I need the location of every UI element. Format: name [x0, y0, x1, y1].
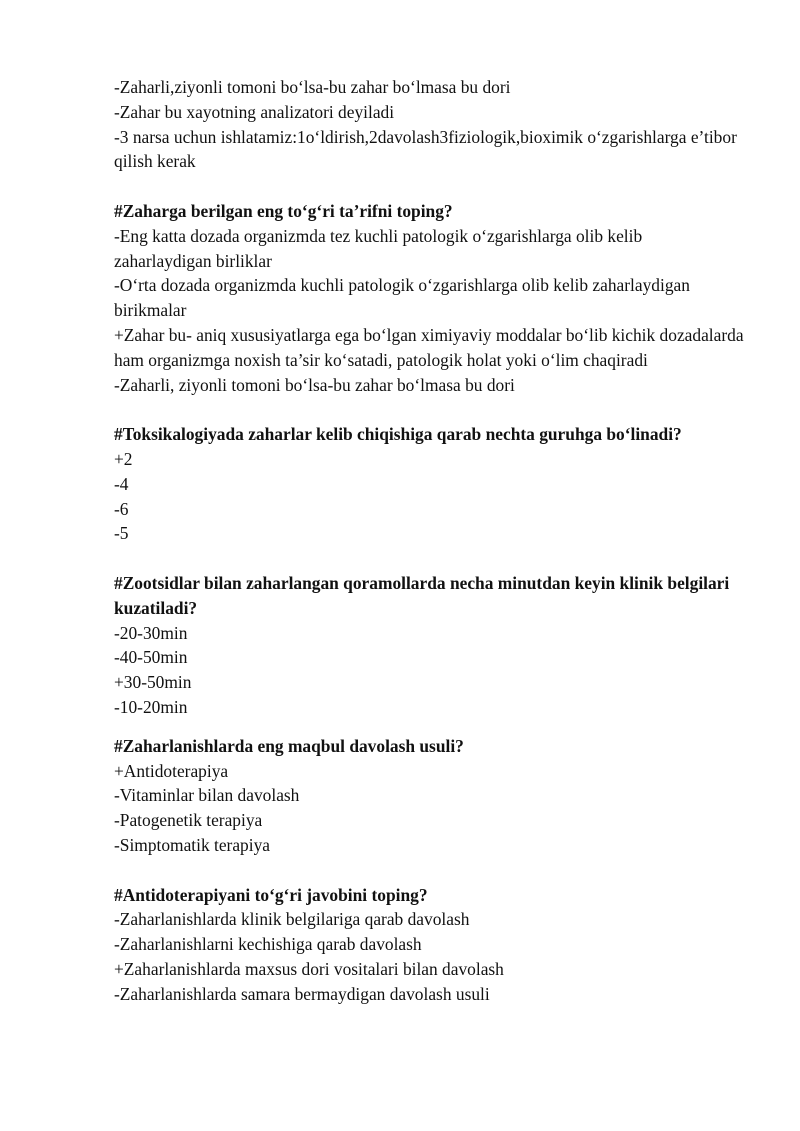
answer-option: -Simptomatik terapiya: [114, 834, 270, 855]
question-text: #Zaharlanishlarda eng maqbul davolash usuli?: [114, 735, 464, 756]
question-block-1: [114, 199, 744, 397]
answer-option: -Zaharlanishlarni kechishiga qarab davolash: [114, 934, 422, 955]
answer-option: +2: [114, 448, 133, 469]
answer-option: -Zaharli, ziyonli tomoni bo‘lsa-bu zahar bo‘lmasa bu dori: [114, 374, 515, 395]
question-text: #Antidoterapiyani to‘g‘ri javobini toping?: [114, 884, 428, 905]
intro-line: -Zahar bu xayotning analizatori deyiladi: [114, 101, 395, 122]
answer-option: -6: [114, 498, 129, 519]
answer-option: -4: [114, 473, 129, 494]
answer-option: -5: [114, 523, 129, 544]
answer-option: +Antidoterapiya: [114, 760, 229, 781]
answer-option: -Vitaminlar bilan davolash: [114, 785, 300, 806]
question-block-5: [114, 883, 744, 1007]
question-text: #Zaharga berilgan eng to‘g‘ri ta’rifni toping?: [114, 200, 453, 221]
question-block-2: [114, 422, 744, 546]
answer-option: -O‘rta dozada organizmda kuchli patologik o‘zgarishlarga olib kelib zaharlaydigan birikmalar: [114, 275, 690, 321]
document-page: [114, 75, 744, 1006]
intro-line: -3 narsa uchun ishlatamiz:1o‘ldirish,2davolash3fiziologik,bioximik o‘zgarishlarga e’tibor qilish kerak: [114, 126, 737, 172]
answer-option: -40-50min: [114, 647, 188, 668]
question-block-4: [114, 734, 744, 858]
answer-option: +Zaharlanishlarda maxsus dori vositalari bilan davolash: [114, 958, 504, 979]
answer-option: -Patogenetik terapiya: [114, 810, 263, 831]
question-block-3: [114, 571, 744, 720]
answer-option: -Eng katta dozada organizmda tez kuchli patologik o‘zgarishlarga olib kelib zaharlaydigan birliklar: [114, 225, 643, 271]
answer-option: +Zahar bu- aniq xususiyatlarga ega bo‘lgan ximiyaviy moddalar bo‘lib kichik dozadalarda ham organizmga noxish ta’sir ko‘satadi, patologik holat yoki o‘lim chaqiradi: [114, 324, 744, 370]
answer-option: -Zaharlanishlarda samara bermaydigan davolash usuli: [114, 983, 490, 1004]
answer-option: -20-30min: [114, 622, 188, 643]
answer-option: +30-50min: [114, 672, 192, 693]
question-text: #Toksikalogiyada zaharlar kelib chiqishiga qarab nechta guruhga bo‘linadi?: [114, 424, 682, 445]
question-text: #Zootsidlar bilan zaharlangan qoramollarda necha minutdan keyin klinik belgilari kuzatiladi?: [114, 572, 730, 618]
answer-option: -Zaharlanishlarda klinik belgilariga qarab davolash: [114, 909, 470, 930]
intro-block: [114, 75, 744, 174]
intro-line: -Zaharli,ziyonli tomoni bo‘lsa-bu zahar bo‘lmasa bu dori: [114, 77, 511, 97]
answer-option: -10-20min: [114, 696, 188, 717]
